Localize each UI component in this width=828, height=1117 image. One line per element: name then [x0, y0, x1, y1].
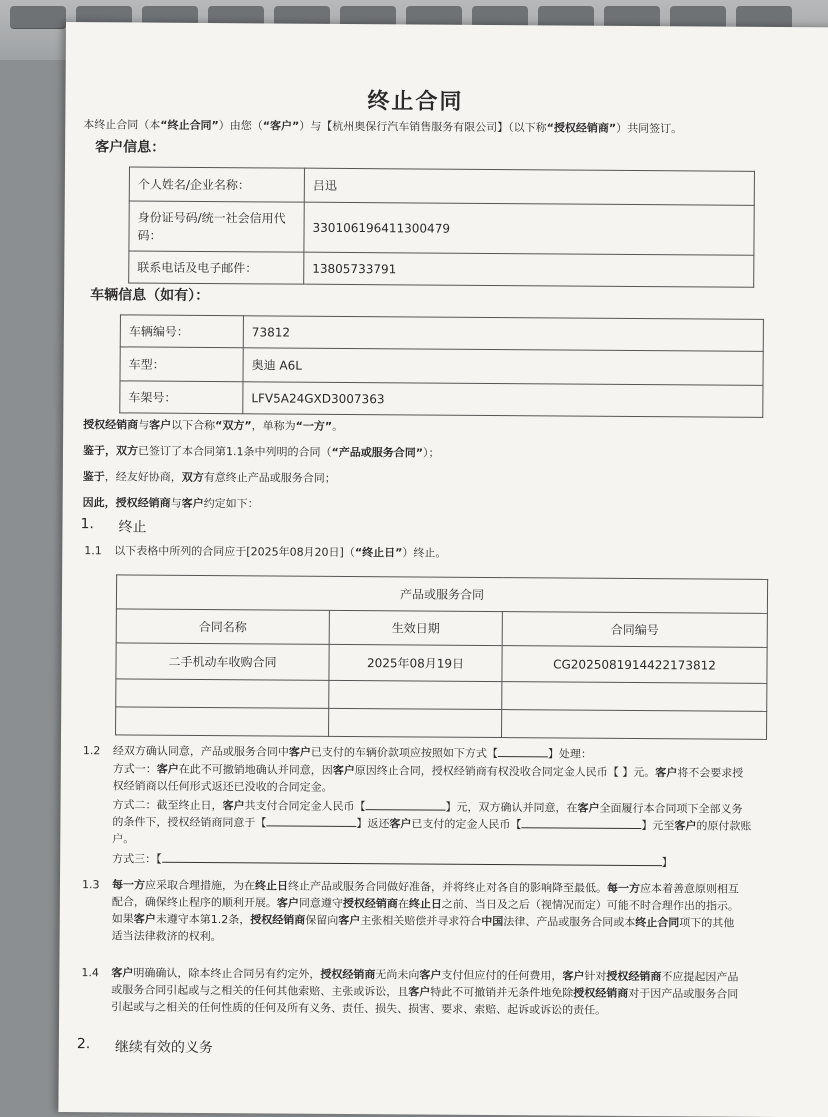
column-header-contract-number: 合同编号: [502, 612, 767, 648]
bold-term: 客户: [133, 912, 156, 926]
text: 】处理：: [547, 747, 592, 761]
vehicle-number-value: 73812: [243, 316, 763, 352]
text: 在此不可撤销地确认并同意，因: [178, 762, 333, 777]
bold-term: 每一方: [606, 881, 641, 896]
text: 】元，双方确认并同意，在: [445, 800, 578, 815]
keyboard-key: [670, 6, 726, 28]
bold-term: 授权经销商: [320, 967, 376, 982]
empty-cell: [116, 707, 329, 736]
text: 针对: [584, 969, 607, 983]
text: 终止产品或服务合同做好准备，并将终止对各自的影响降至最低。: [287, 879, 608, 895]
text: 以下表格中所列的合同应于[2025年08月20日]（: [114, 544, 355, 560]
text: 共支付合同定金人民币【: [244, 799, 366, 814]
text: 无尚未向: [375, 968, 420, 982]
bold-term: 授权经销商: [342, 896, 398, 911]
bold-term: 每一方: [111, 878, 146, 892]
text: 】: [661, 856, 673, 870]
empty-cell: [502, 682, 767, 712]
effective-date-cell: 2025年08月19日: [329, 644, 502, 681]
vehicle-model-value: 奥迪 A6L: [243, 348, 763, 386]
bold-term: 客户: [276, 896, 299, 910]
text: 应本着善意原则相互: [639, 882, 740, 896]
bold-term: 授权经销商: [83, 418, 139, 432]
text: 以下合称: [171, 418, 216, 433]
text: 如果: [111, 912, 134, 926]
table-row: [120, 315, 763, 351]
bold-term: 客户: [332, 763, 355, 778]
text: 特此不可撤销并无条件地免除: [430, 985, 574, 1000]
text: 的条件下，授权经销商同意于【: [112, 815, 267, 830]
text: 在: [397, 897, 409, 911]
therefore-paragraph: [83, 494, 259, 512]
text: 将不会要求授: [677, 766, 744, 780]
blank-field: [521, 816, 641, 829]
blank-field: [498, 745, 548, 757]
intro-paragraph: [83, 116, 682, 137]
text: 保留向: [305, 913, 339, 927]
empty-cell: [329, 708, 502, 737]
contract-number-cell: CG2025081914422173812: [502, 646, 767, 684]
bold-term: “双方”: [215, 419, 252, 433]
table-row: [129, 201, 754, 255]
text: 方式二：截至终止日，: [112, 798, 223, 813]
customer-table: [128, 166, 755, 287]
text: ，经友好协商，: [104, 470, 182, 484]
text: 明确确认，除本终止合同另有约定外，: [133, 966, 321, 981]
text: 权经销商以任何形式返还已没收的合同定金。: [112, 779, 333, 794]
table-row-empty: [116, 707, 767, 740]
customer-heading: 客户信息：: [95, 139, 166, 156]
text: 之前、当日及之后（视情况而定）可能不时合理作出的指示。: [441, 897, 739, 913]
customer-contact-value: 13805733791: [304, 252, 754, 287]
bold-term: 中国: [481, 914, 504, 929]
bold-term: 客户: [149, 418, 172, 432]
clause-1-2-number: 1.2: [82, 744, 101, 758]
contract-table: [115, 574, 768, 740]
customer-name-value: 吕迅: [304, 168, 754, 205]
bold-term: “一方”: [295, 419, 333, 433]
text: 经双方确认同意，产品或服务合同中: [112, 744, 289, 759]
customer-contact-label: 联系电话及电子邮件：: [129, 251, 304, 284]
intro-bold: “客户”: [262, 119, 300, 133]
intro-text: ）由您（: [218, 119, 263, 133]
bold-term: 客户: [389, 817, 412, 831]
text: 的原付款账: [696, 819, 752, 833]
text: 主张相关赔偿并寻求符合: [360, 914, 482, 928]
text: ，单称为: [251, 419, 296, 433]
table-row: [129, 167, 754, 205]
text: 适当法律救济的权利。: [111, 929, 222, 944]
column-header-effective-date: 生效日期: [329, 610, 502, 645]
clause-1-4-text: [111, 964, 771, 1020]
whereas-paragraph-1: [83, 442, 440, 461]
blank-field: [266, 814, 356, 827]
section-2-number: 2.: [76, 1036, 91, 1053]
keyboard-key: [736, 6, 792, 28]
text: 已支付的定金人民币【: [411, 817, 522, 832]
text: ）终止。: [402, 546, 447, 560]
vehicle-model-label: 车型：: [120, 347, 243, 382]
empty-cell: [329, 680, 502, 709]
column-header-contract-name: 合同名称: [116, 609, 329, 644]
text: 全面履行本合同项下全部义务: [599, 801, 743, 816]
keyboard-key: [10, 6, 66, 28]
table-row: [129, 251, 754, 287]
empty-cell: [116, 679, 329, 708]
text: 已支付的车辆价款项应按照如下方式【: [310, 745, 498, 761]
bold-term: “产品或服务合同”: [331, 445, 424, 460]
text: 户。: [112, 832, 135, 846]
document-title: 终止合同: [367, 89, 464, 115]
vehicle-number-label: 车辆编号：: [120, 315, 243, 348]
bold-term: 客户: [562, 969, 585, 983]
clause-1-1-text: [114, 542, 446, 561]
section-2-title: 继续有效的义务: [114, 1039, 213, 1057]
table-row: [120, 381, 763, 417]
clause-1-1-number: 1.1: [84, 544, 102, 558]
whereas-paragraph-2: [83, 468, 336, 487]
empty-cell: [502, 710, 767, 740]
table-row-empty: [116, 679, 767, 712]
text: 配合，确保终止程序的顺利开展。: [111, 895, 277, 910]
blank-field: [366, 798, 446, 811]
customer-id-value: 330106196411300479: [304, 202, 754, 255]
text: 法律、产品或服务合同或本: [503, 915, 636, 929]
customer-id-label: 身份证号码/统一社会信用代码：: [129, 201, 304, 252]
contract-table-caption: 产品或服务合同: [116, 575, 767, 614]
bold-term: 双方: [181, 470, 204, 484]
section-1-title: 终止: [118, 519, 147, 536]
bold-term: 因此，授权经销商: [82, 496, 171, 510]
intro-text: 本终止合同（本: [83, 118, 161, 132]
text: 方式一：: [112, 762, 157, 776]
table-row: [120, 347, 763, 385]
bold-term: 客户: [408, 985, 431, 999]
customer-name-label: 个人姓名/企业名称：: [129, 167, 304, 202]
intro-text: ）与【杭州奥保行汽车销售服务有限公司】（以下称: [299, 119, 547, 135]
text: 项下的其他: [679, 916, 735, 930]
text: 或服务合同引起或与之相关的任何其他索赔、主张或诉讼，且: [111, 983, 409, 999]
blank-field: [162, 851, 662, 866]
clause-1-2-line-1: [113, 742, 592, 762]
text: 对于因产品或服务合同: [628, 986, 739, 1001]
bold-term: 鉴于: [82, 470, 105, 484]
text: 有意终止产品或服务合同；: [203, 470, 336, 485]
text: 约定如下：: [203, 496, 259, 511]
bold-term: 客户: [577, 801, 600, 815]
text: 。: [332, 419, 344, 433]
text: 与: [138, 418, 150, 432]
clause-1-2-method-2: [112, 796, 762, 852]
text: 未遵守本第1.2条，: [155, 912, 251, 927]
bold-term: 鉴于，双方: [82, 444, 139, 458]
clause-1-4-number: 1.4: [81, 966, 99, 980]
bold-term: 终止合同: [635, 915, 680, 930]
bold-term: 客户: [222, 799, 245, 813]
keyboard-key: [604, 6, 660, 28]
text: 支付但应付的任何费用，: [441, 968, 563, 983]
document-page: [58, 22, 828, 1117]
bold-term: 客户: [111, 966, 134, 980]
bold-term: 终止日: [408, 897, 442, 911]
bold-term: 客户: [288, 745, 311, 759]
text: 已签订了本合同第1.1条中列明的合同（: [137, 444, 332, 459]
clause-1-3-text: [112, 876, 772, 949]
section-1-number: 1.: [80, 516, 94, 533]
text: 不应提起因产品: [661, 970, 739, 984]
parties-paragraph: [83, 416, 343, 435]
clause-1-3-number: 1.3: [81, 878, 100, 892]
bold-term: 授权经销商: [250, 913, 306, 927]
bold-term: 授权经销商: [573, 986, 629, 1000]
bold-term: 客户: [674, 819, 697, 833]
text: 同意遵守: [298, 896, 343, 910]
bold-term: 授权经销商: [606, 969, 662, 984]
table-row: [116, 643, 767, 684]
clause-1-2-method-3: [112, 850, 673, 871]
bold-term: 客户: [338, 913, 361, 928]
bold-term: 客户: [419, 968, 442, 982]
bold-term: 终止日: [254, 879, 289, 893]
text: 与: [170, 496, 182, 510]
text: 】返还: [356, 817, 390, 831]
text: 方式三：【: [112, 852, 162, 866]
vehicle-heading: 车辆信息（如有）：: [90, 287, 210, 305]
vehicle-vin-value: LFV5A24GXD3007363: [243, 382, 763, 418]
contract-name-cell: 二手机动车收购合同: [116, 643, 329, 680]
bold-term: “终止日”: [354, 546, 403, 560]
bold-term: 客户: [156, 762, 179, 776]
intro-bold: “终止合同”: [160, 118, 219, 133]
table-row: [116, 575, 767, 614]
text: 引起或与之相关的任何性质的任何及所有义务、责任、损失、损害、要求、索赔、起诉或诉讼的责任。: [111, 1000, 607, 1017]
intro-bold: “授权经销商”: [546, 121, 617, 135]
text: 】元至: [641, 819, 675, 833]
text: 原因终止合同，授权经销商有权没收合同定金人民币【 】元。: [354, 764, 656, 780]
table-header-row: [116, 609, 767, 648]
vehicle-vin-label: 车架号：: [120, 381, 243, 414]
bold-term: 客户: [181, 496, 204, 510]
bold-term: 客户: [655, 766, 678, 780]
intro-text: ）共同签订。: [616, 121, 683, 136]
vehicle-table: [119, 314, 764, 417]
clause-1-2-method-1: [113, 760, 763, 799]
text: ）；: [422, 446, 440, 460]
text: 应采取合理措施，为在: [144, 878, 256, 893]
